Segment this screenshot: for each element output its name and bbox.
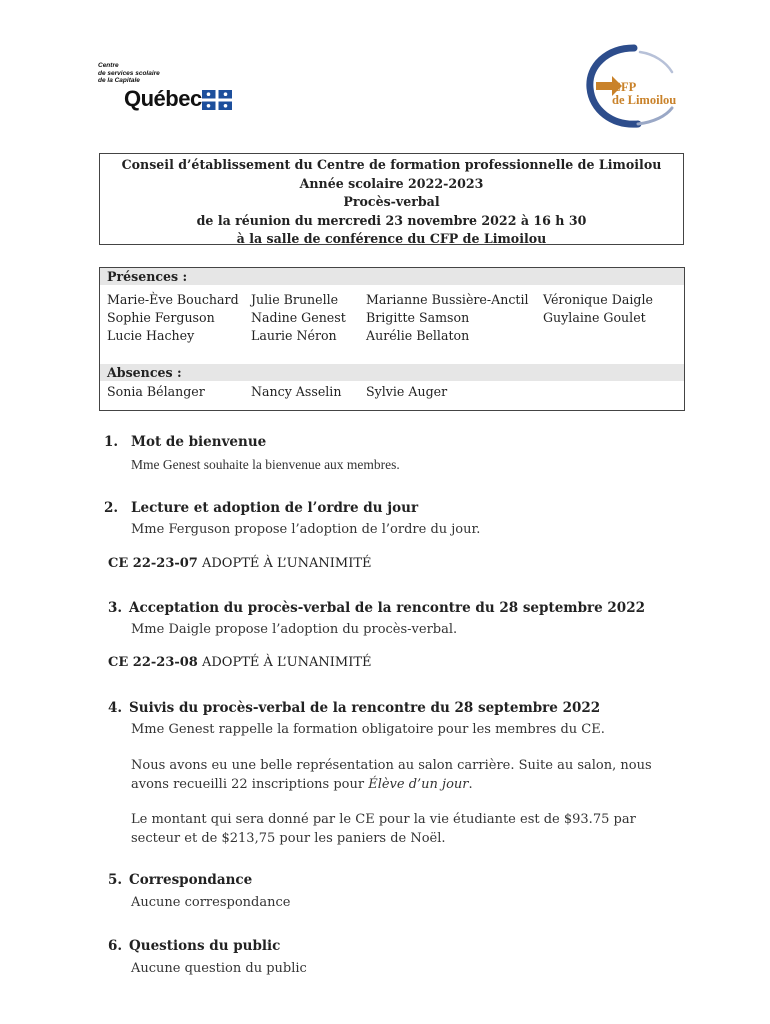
section-title: Lecture et adoption de l’ordre du jour	[131, 500, 419, 516]
section-title: Correspondance	[129, 872, 253, 888]
section-number: 4.	[108, 700, 123, 716]
presences-column	[366, 291, 529, 345]
attendee-name: Aurélie Bellaton	[366, 328, 470, 343]
program-name: Élève d’un jour	[368, 776, 469, 792]
quebec-logo	[98, 62, 238, 114]
section-number: 3.	[108, 600, 123, 616]
absences-heading: Absences :	[100, 364, 684, 381]
cfp-limoilou-logo	[582, 38, 690, 134]
section-3-text: Mme Daigle propose l’adoption du procès-verbal.	[131, 622, 458, 637]
section-4-paragraph-2	[131, 757, 686, 794]
attendee-name: Véronique Daigle	[543, 292, 653, 307]
section-5-heading	[108, 872, 252, 888]
cfp-logo-line1: CFP	[612, 80, 637, 94]
section-1-heading	[104, 434, 266, 450]
title-line-location: à la salle de conférence du CFP de Limoilou	[236, 231, 547, 246]
attendee-name: Sophie Ferguson	[107, 310, 215, 325]
section-title: Acceptation du procès-verbal de la rencontre du 28 septembre 2022	[129, 600, 645, 616]
attendee-name: Lucie Hachey	[107, 328, 195, 343]
section-title: Suivis du procès-verbal de la rencontre du 28 septembre 2022	[129, 700, 601, 716]
attendee-name: Julie Brunelle	[251, 292, 339, 307]
section-4-paragraph-3: Le montant qui sera donné par le CE pour la vie étudiante est de $93.75 par secteur et de $213,75 pour les paniers de Noël.	[131, 812, 636, 846]
attendee-name: Marianne Bussière-Anctil	[366, 292, 529, 307]
section-number: 5.	[108, 872, 123, 888]
absentee-name: Nancy Asselin	[251, 384, 342, 399]
section-5-text: Aucune correspondance	[131, 895, 291, 910]
section-4-heading	[108, 700, 600, 716]
cfp-logo-line2: de Limoilou	[612, 93, 677, 107]
attendee-name: Guylaine Goulet	[543, 310, 646, 325]
attendee-name: Brigitte Samson	[366, 310, 470, 325]
absences-list	[100, 381, 684, 405]
absentee-name: Sonia Bélanger	[107, 384, 205, 399]
resolution-status: ADOPTÉ À L’UNANIMITÉ	[202, 556, 372, 571]
quebec-wordmark: Québec	[124, 86, 202, 111]
presences-heading: Présences :	[100, 268, 684, 285]
section-2-heading	[104, 500, 418, 516]
attendee-name: Laurie Néron	[251, 328, 337, 343]
resolution-code: CE 22-23-08	[108, 655, 198, 670]
section-1-text: Mme Genest souhaite la bienvenue aux membres.	[131, 457, 400, 472]
presences-column	[543, 291, 653, 327]
quebec-org-name: Centre de services scolaire de la Capitale	[98, 62, 160, 84]
resolution-2	[108, 655, 372, 670]
section-title: Mot de bienvenue	[131, 434, 267, 450]
title-line-minutes: Procès-verbal	[343, 194, 440, 209]
presences-column	[107, 291, 239, 345]
attendance-box	[99, 267, 685, 411]
section-3-heading	[108, 600, 645, 616]
section-6-text: Aucune question du public	[131, 961, 307, 976]
resolution-status: ADOPTÉ À L’UNANIMITÉ	[202, 655, 372, 670]
section-number: 6.	[108, 938, 123, 954]
title-line-school-year: Année scolaire 2022-2023	[299, 175, 484, 191]
paragraph-text-end: .	[468, 776, 473, 792]
section-6-heading	[108, 938, 280, 954]
resolution-code: CE 22-23-07	[108, 556, 198, 571]
document-title-box	[99, 153, 684, 245]
section-2-text: Mme Ferguson propose l’adoption de l’ordre du jour.	[131, 522, 481, 537]
fleurdelise-flag-icon	[202, 90, 232, 110]
title-line-council: Conseil d’établissement du Centre de formation professionnelle de Limoilou	[121, 157, 662, 172]
title-line-meeting-date: de la réunion du mercredi 23 novembre 2022 à 16 h 30	[196, 212, 587, 228]
cfp-logo-text	[612, 81, 676, 107]
section-4-paragraph-1: Mme Genest rappelle la formation obligatoire pour les membres du CE.	[131, 722, 605, 737]
presences-column	[251, 291, 346, 345]
section-number: 1.	[104, 434, 119, 450]
attendee-name: Nadine Genest	[251, 310, 346, 325]
paragraph-text: Nous avons eu une belle représentation au salon carrière. Suite au salon, nous avons recueilli 22 inscriptions pour	[131, 758, 652, 792]
presences-list	[100, 285, 684, 364]
section-number: 2.	[104, 500, 119, 516]
attendee-name: Marie-Ève Bouchard	[107, 292, 239, 307]
absentee-name: Sylvie Auger	[366, 384, 448, 399]
resolution-1	[108, 556, 372, 571]
section-title: Questions du public	[129, 938, 281, 954]
